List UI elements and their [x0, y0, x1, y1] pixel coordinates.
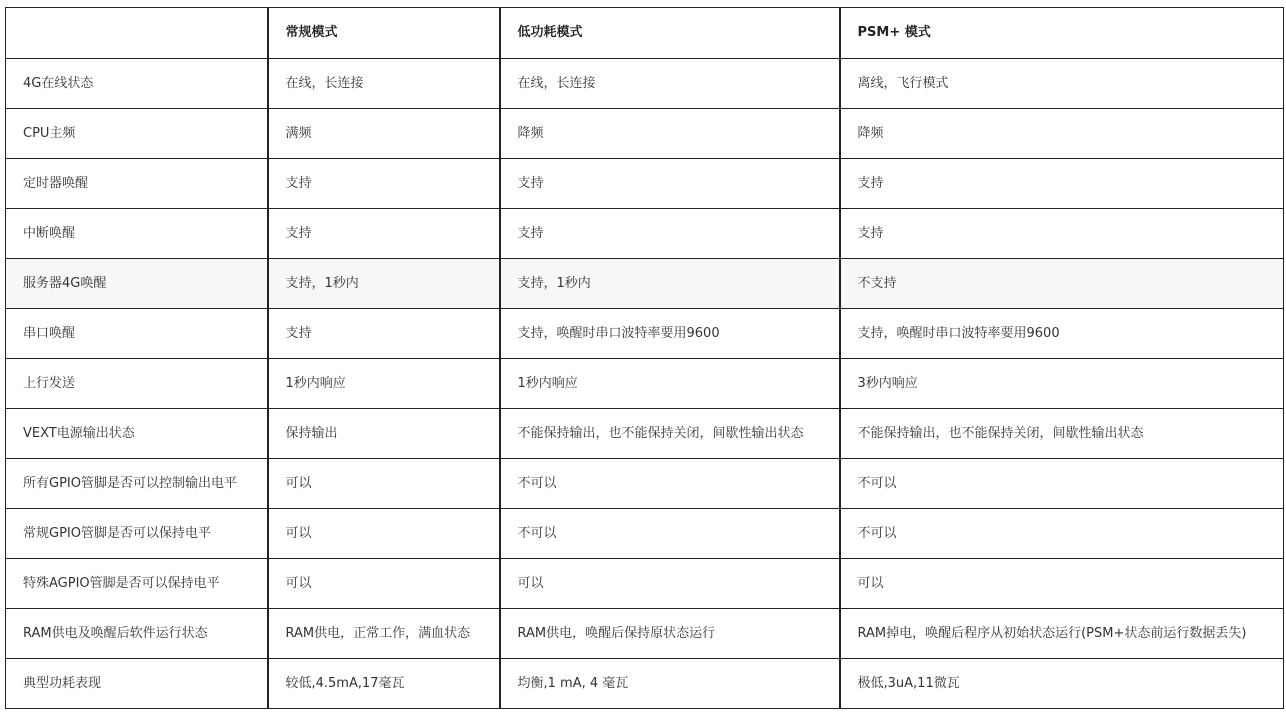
cell-low-power: 不可以	[500, 509, 840, 559]
cell-low-power: 不能保持输出，也不能保持关闭，间歇性输出状态	[500, 409, 840, 459]
table-row	[6, 659, 1284, 709]
cell-low-power: 支持	[500, 209, 840, 259]
table-row	[6, 209, 1284, 259]
cell-psm-plus: 极低,3uA,11微瓦	[840, 659, 1284, 709]
row-label: 中断唤醒	[6, 209, 268, 259]
cell-normal: 支持	[268, 309, 500, 359]
table-row	[6, 259, 1284, 309]
cell-low-power: 降频	[500, 109, 840, 159]
table-row	[6, 459, 1284, 509]
cell-low-power: RAM供电，唤醒后保持原状态运行	[500, 609, 840, 659]
row-label: 上行发送	[6, 359, 268, 409]
header-row	[6, 8, 1284, 59]
cell-psm-plus: 支持，唤醒时串口波特率要用9600	[840, 309, 1284, 359]
cell-psm-plus: 不支持	[840, 259, 1284, 309]
cell-low-power: 1秒内响应	[500, 359, 840, 409]
table-row	[6, 59, 1284, 109]
cell-normal: 可以	[268, 509, 500, 559]
cell-psm-plus: 离线，飞行模式	[840, 59, 1284, 109]
cell-psm-plus: RAM掉电，唤醒后程序从初始状态运行(PSM+状态前运行数据丢失)	[840, 609, 1284, 659]
row-label: 常规GPIO管脚是否可以保持电平	[6, 509, 268, 559]
cell-psm-plus: 可以	[840, 559, 1284, 609]
header-low-power-mode: 低功耗模式	[500, 8, 840, 59]
cell-normal: 可以	[268, 559, 500, 609]
row-label: 服务器4G唤醒	[6, 259, 268, 309]
cell-psm-plus: 降频	[840, 109, 1284, 159]
cell-low-power: 支持，1秒内	[500, 259, 840, 309]
cell-psm-plus: 支持	[840, 209, 1284, 259]
power-mode-comparison	[5, 7, 1283, 709]
table-row	[6, 409, 1284, 459]
cell-normal: 在线，长连接	[268, 59, 500, 109]
table-row	[6, 359, 1284, 409]
header-cell-blank	[6, 8, 268, 59]
row-label: 串口唤醒	[6, 309, 268, 359]
cell-low-power: 支持	[500, 159, 840, 209]
table-row	[6, 559, 1284, 609]
cell-normal: 满频	[268, 109, 500, 159]
cell-normal: 支持	[268, 209, 500, 259]
row-label: 4G在线状态	[6, 59, 268, 109]
cell-normal: 支持，1秒内	[268, 259, 500, 309]
cell-normal: RAM供电，正常工作，满血状态	[268, 609, 500, 659]
row-label: 定时器唤醒	[6, 159, 268, 209]
cell-normal: 1秒内响应	[268, 359, 500, 409]
cell-low-power: 支持，唤醒时串口波特率要用9600	[500, 309, 840, 359]
table-row	[6, 159, 1284, 209]
row-label: RAM供电及唤醒后软件运行状态	[6, 609, 268, 659]
cell-normal: 保持输出	[268, 409, 500, 459]
cell-psm-plus: 不可以	[840, 459, 1284, 509]
row-label: VEXT电源输出状态	[6, 409, 268, 459]
row-label: 所有GPIO管脚是否可以控制输出电平	[6, 459, 268, 509]
table-row	[6, 109, 1284, 159]
comparison-table	[5, 7, 1284, 709]
cell-normal: 较低,4.5mA,17毫瓦	[268, 659, 500, 709]
cell-psm-plus: 不能保持输出，也不能保持关闭，间歇性输出状态	[840, 409, 1284, 459]
cell-psm-plus: 不可以	[840, 509, 1284, 559]
row-label: CPU主频	[6, 109, 268, 159]
header-psm-plus-mode: PSM+ 模式	[840, 8, 1284, 59]
table-row	[6, 609, 1284, 659]
cell-normal: 支持	[268, 159, 500, 209]
cell-normal: 可以	[268, 459, 500, 509]
cell-low-power: 不可以	[500, 459, 840, 509]
row-label: 特殊AGPIO管脚是否可以保持电平	[6, 559, 268, 609]
header-normal-mode: 常规模式	[268, 8, 500, 59]
cell-low-power: 均衡,1 mA, 4 毫瓦	[500, 659, 840, 709]
row-label: 典型功耗表现	[6, 659, 268, 709]
cell-psm-plus: 3秒内响应	[840, 359, 1284, 409]
table-row	[6, 309, 1284, 359]
cell-low-power: 可以	[500, 559, 840, 609]
table-row	[6, 509, 1284, 559]
cell-low-power: 在线，长连接	[500, 59, 840, 109]
cell-psm-plus: 支持	[840, 159, 1284, 209]
